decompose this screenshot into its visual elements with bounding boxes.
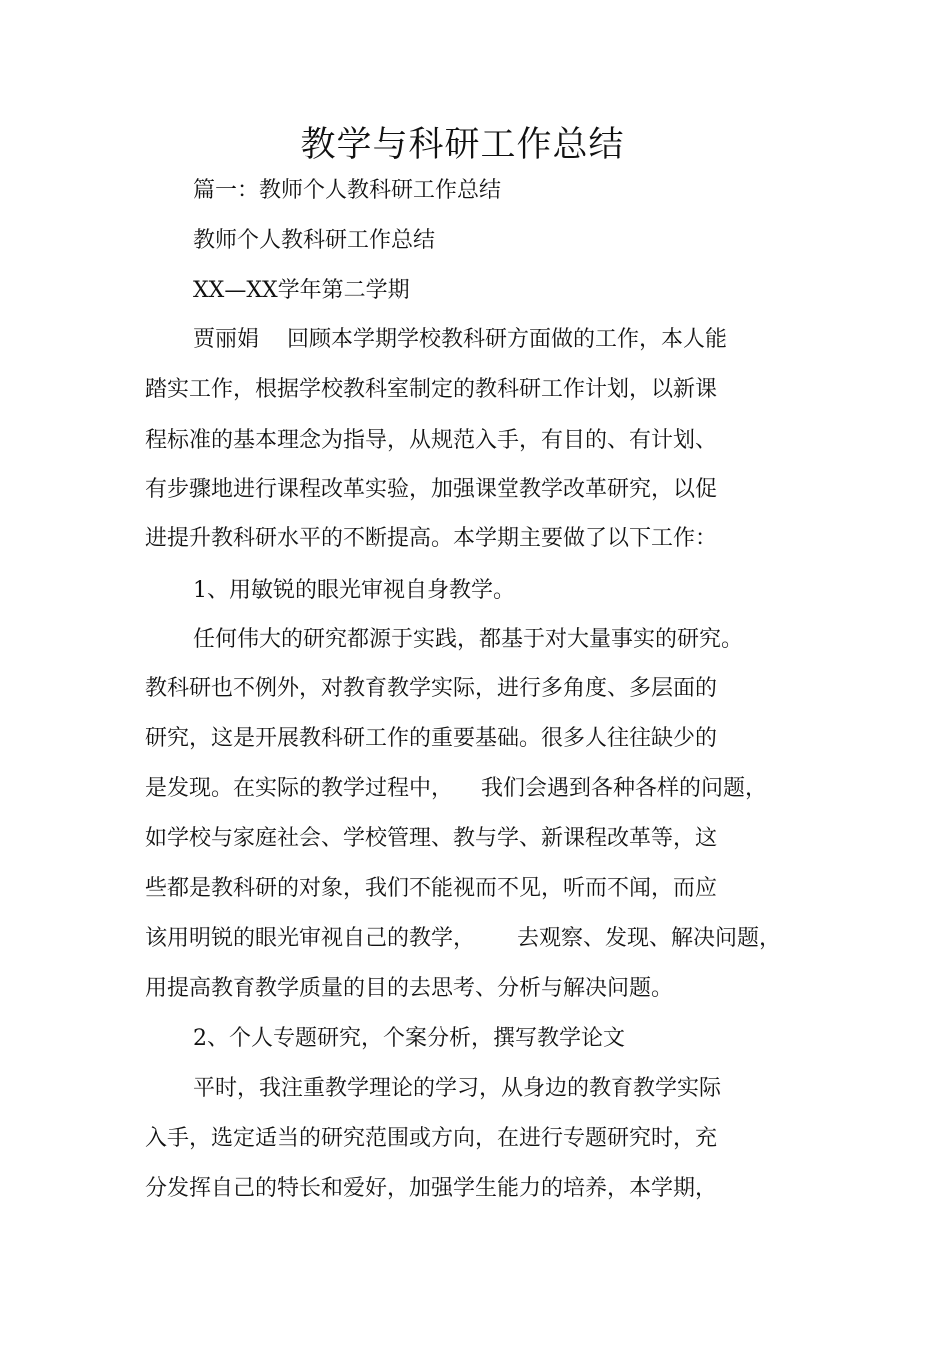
paragraph-line: 该用明锐的眼光审视自己的教学， 去观察、发现、解决问题， bbox=[145, 926, 781, 951]
semester-line: XX—XX学年第二学期 bbox=[193, 278, 410, 303]
paragraph-line: 分发挥自己的特长和爱好，加强学生能力的培养，本学期， bbox=[145, 1176, 718, 1201]
paragraph-line: 是发现。在实际的教学过程中， 我们会遇到各种各样的问题， bbox=[145, 776, 767, 801]
paragraph-line: 教科研也不例外，对教育教学实际，进行多角度、多层面的 bbox=[145, 676, 718, 701]
paragraph-line: 些都是教科研的对象，我们不能视而不见，听而不闻，而应 bbox=[145, 876, 718, 901]
paragraph-line: 进提升教科研水平的不断提高。本学期主要做了以下工作： bbox=[145, 526, 718, 551]
paragraph-line: 程标准的基本理念为指导，从规范入手，有目的、有计划、 bbox=[145, 428, 718, 453]
paragraph-line: 研究，这是开展教科研工作的重要基础。很多人往往缺少的 bbox=[145, 726, 718, 751]
paragraph-line: 平时，我注重教学理论的学习，从身边的教育教学实际 bbox=[193, 1076, 722, 1101]
paragraph-line: 贾丽娟 回顾本学期学校教科研方面做的工作，本人能 bbox=[193, 327, 727, 352]
paragraph-line: 用提高教育教学质量的目的去思考、分析与解决问题。 bbox=[145, 976, 674, 1001]
numbered-heading: 2、个人专题研究，个案分析，撰写教学论文 bbox=[193, 1026, 625, 1051]
paragraph-line: 踏实工作，根据学校教科室制定的教科研工作计划，以新课 bbox=[145, 377, 718, 402]
paragraph-line: 有步骤地进行课程改革实验，加强课堂教学改革研究，以促 bbox=[145, 477, 718, 502]
section-heading: 篇一：教师个人教科研工作总结 bbox=[193, 178, 502, 203]
paragraph-line: 入手，选定适当的研究范围或方向，在进行专题研究时，充 bbox=[145, 1126, 718, 1151]
document-title: 教学与科研工作总结 bbox=[300, 125, 625, 165]
paragraph-line: 如学校与家庭社会、学校管理、教与学、新课程改革等，这 bbox=[145, 826, 718, 851]
numbered-heading: 1、用敏锐的眼光审视自身教学。 bbox=[193, 578, 515, 603]
paragraph-line: 任何伟大的研究都源于实践，都基于对大量事实的研究。 bbox=[193, 627, 744, 652]
subtitle: 教师个人教科研工作总结 bbox=[193, 228, 436, 253]
